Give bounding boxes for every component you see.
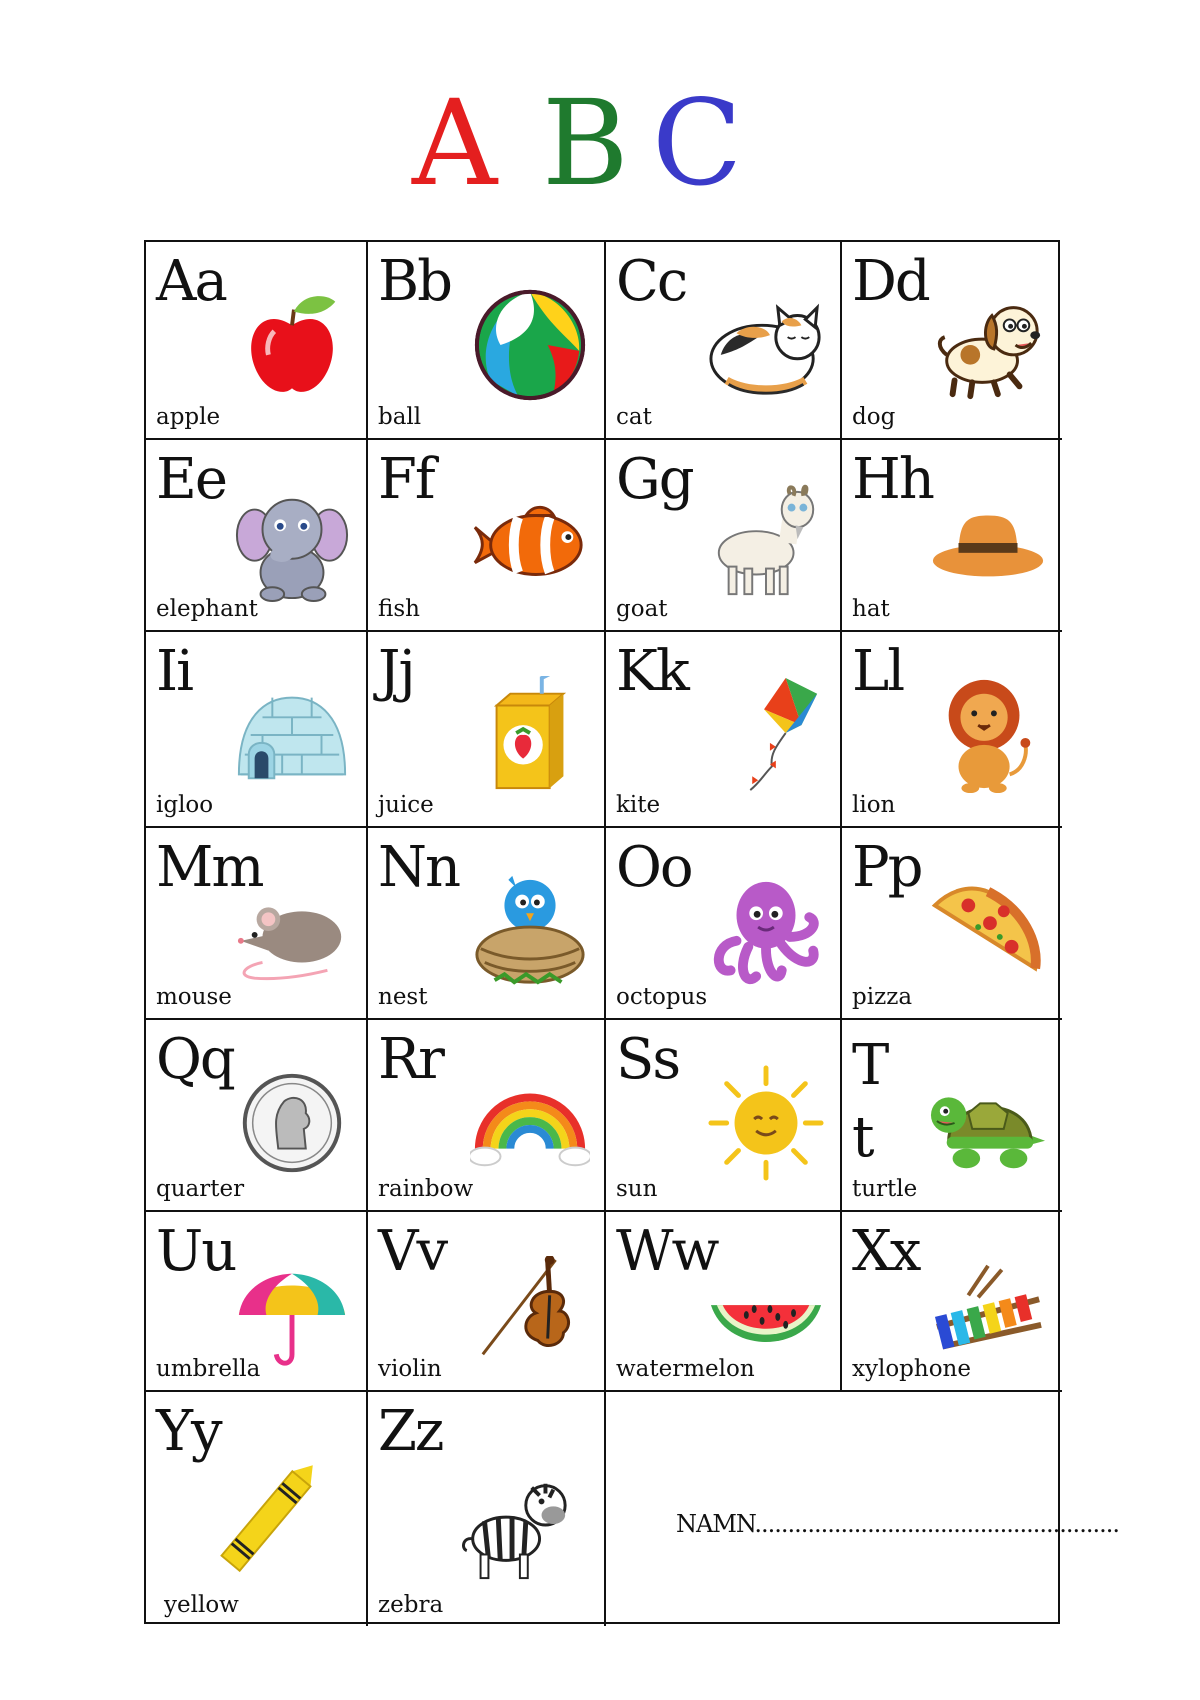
letter-pair: Cc bbox=[616, 249, 687, 314]
letter-pair: Vv bbox=[378, 1219, 447, 1284]
letter-pair: Ll bbox=[852, 639, 904, 704]
letter-cell-goat bbox=[606, 440, 842, 632]
word-label: igloo bbox=[156, 792, 214, 818]
letter-cell-nest bbox=[368, 828, 606, 1020]
word-label: pizza bbox=[852, 984, 913, 1010]
word-label: dog bbox=[852, 404, 896, 430]
letter-cell-xylophone bbox=[842, 1212, 1062, 1392]
letter-cell-pizza bbox=[842, 828, 1062, 1020]
octopus-icon bbox=[706, 872, 826, 990]
title-letter-c: C bbox=[652, 74, 743, 212]
mouse-icon bbox=[232, 872, 352, 990]
letter-cell-zebra bbox=[368, 1392, 606, 1626]
word-label: ball bbox=[378, 404, 422, 430]
word-label: nest bbox=[378, 984, 428, 1010]
letter-pair: Zz bbox=[378, 1399, 443, 1464]
rainbow-icon bbox=[470, 1064, 590, 1182]
letter-cell-juice bbox=[368, 632, 606, 828]
letter-pair: T t bbox=[852, 1033, 888, 1170]
word-label: rainbow bbox=[378, 1176, 474, 1202]
elephant-icon bbox=[232, 484, 352, 602]
title-letter-a: A bbox=[412, 74, 498, 212]
letter-pair: Kk bbox=[616, 639, 688, 704]
letter-pair: Aa bbox=[156, 249, 226, 314]
letter-cell-rainbow bbox=[368, 1020, 606, 1212]
letter-cell-cat bbox=[606, 242, 842, 440]
crayon-icon bbox=[206, 1462, 326, 1580]
letter-pair: Pp bbox=[852, 835, 922, 900]
letter-pair: Hh bbox=[852, 447, 933, 512]
word-label: kite bbox=[616, 792, 661, 818]
letter-pair: Jj bbox=[378, 639, 414, 704]
letter-cell-watermelon bbox=[606, 1212, 842, 1392]
quarter-icon bbox=[232, 1064, 352, 1182]
nest-icon bbox=[470, 872, 590, 990]
word-label: lion bbox=[852, 792, 896, 818]
violin-icon bbox=[470, 1256, 590, 1374]
letter-pair: Gg bbox=[616, 447, 693, 512]
letter-pair: Bb bbox=[378, 249, 451, 314]
letter-pair: Ff bbox=[378, 447, 434, 512]
letter-cell-dog bbox=[842, 242, 1062, 440]
word-label: quarter bbox=[156, 1176, 245, 1202]
letter-pair: Oo bbox=[616, 835, 692, 900]
word-label: juice bbox=[378, 792, 434, 818]
letter-cell-mouse bbox=[146, 828, 368, 1020]
letter-cell-fish bbox=[368, 440, 606, 632]
letter-cell-quarter bbox=[146, 1020, 368, 1212]
apple-icon bbox=[232, 286, 352, 404]
kite-icon bbox=[706, 676, 826, 794]
letter-cell-yellow bbox=[146, 1392, 368, 1626]
word-label: goat bbox=[616, 596, 668, 622]
word-label: violin bbox=[378, 1356, 442, 1382]
letter-pair: Mm bbox=[156, 835, 263, 900]
name-field[interactable]: NAMN....................................................... bbox=[676, 1510, 1119, 1538]
turtle-icon bbox=[928, 1064, 1048, 1182]
letter-cell-apple bbox=[146, 242, 368, 440]
word-label: cat bbox=[616, 404, 652, 430]
letter-pair: Uu bbox=[156, 1219, 236, 1284]
lion-icon bbox=[928, 676, 1048, 794]
word-label: apple bbox=[156, 404, 221, 430]
letter-cell-hat bbox=[842, 440, 1062, 632]
letter-cell-octopus bbox=[606, 828, 842, 1020]
word-label: zebra bbox=[378, 1592, 444, 1618]
letter-pair: Ww bbox=[616, 1219, 718, 1284]
sun-icon bbox=[706, 1064, 826, 1182]
word-label: fish bbox=[378, 596, 420, 622]
word-label: xylophone bbox=[852, 1356, 971, 1382]
word-label: mouse bbox=[156, 984, 232, 1010]
page-title bbox=[0, 74, 1200, 212]
fish-icon bbox=[470, 484, 590, 602]
word-label: turtle bbox=[852, 1176, 918, 1202]
letter-pair: Rr bbox=[378, 1027, 443, 1092]
letter-pair: Dd bbox=[852, 249, 929, 314]
letter-cell-turtle bbox=[842, 1020, 1062, 1212]
word-label: elephant bbox=[156, 596, 258, 622]
letter-pair: Ee bbox=[156, 447, 227, 512]
hat-icon bbox=[928, 484, 1048, 602]
dog-icon bbox=[928, 286, 1048, 404]
letter-cell-sun bbox=[606, 1020, 842, 1212]
letter-cell-violin bbox=[368, 1212, 606, 1392]
word-label: octopus bbox=[616, 984, 708, 1010]
letter-cell-elephant bbox=[146, 440, 368, 632]
zebra-icon bbox=[454, 1466, 574, 1584]
letter-cell-lion bbox=[842, 632, 1062, 828]
word-label: sun bbox=[616, 1176, 658, 1202]
title-letter-b: B bbox=[542, 74, 629, 212]
juice-icon bbox=[470, 676, 590, 794]
word-label: yellow bbox=[164, 1592, 239, 1618]
letter-cell-umbrella bbox=[146, 1212, 368, 1392]
letter-cell-igloo bbox=[146, 632, 368, 828]
word-label: watermelon bbox=[616, 1356, 755, 1382]
name-field-cell bbox=[606, 1392, 1119, 1626]
letter-pair: Yy bbox=[156, 1399, 221, 1464]
word-label: umbrella bbox=[156, 1356, 261, 1382]
letter-pair: Ii bbox=[156, 639, 193, 704]
letter-pair: Xx bbox=[852, 1219, 920, 1284]
igloo-icon bbox=[232, 676, 352, 794]
letter-pair: Nn bbox=[378, 835, 460, 900]
pizza-icon bbox=[928, 872, 1048, 990]
letter-pair: Ss bbox=[616, 1027, 680, 1092]
ball-icon bbox=[470, 286, 590, 404]
alphabet-grid bbox=[144, 240, 1119, 1624]
letter-cell-kite bbox=[606, 632, 842, 828]
goat-icon bbox=[706, 484, 826, 602]
cat-icon bbox=[706, 286, 826, 404]
letter-cell-ball bbox=[368, 242, 606, 440]
letter-pair: Qq bbox=[156, 1027, 234, 1092]
word-label: hat bbox=[852, 596, 890, 622]
